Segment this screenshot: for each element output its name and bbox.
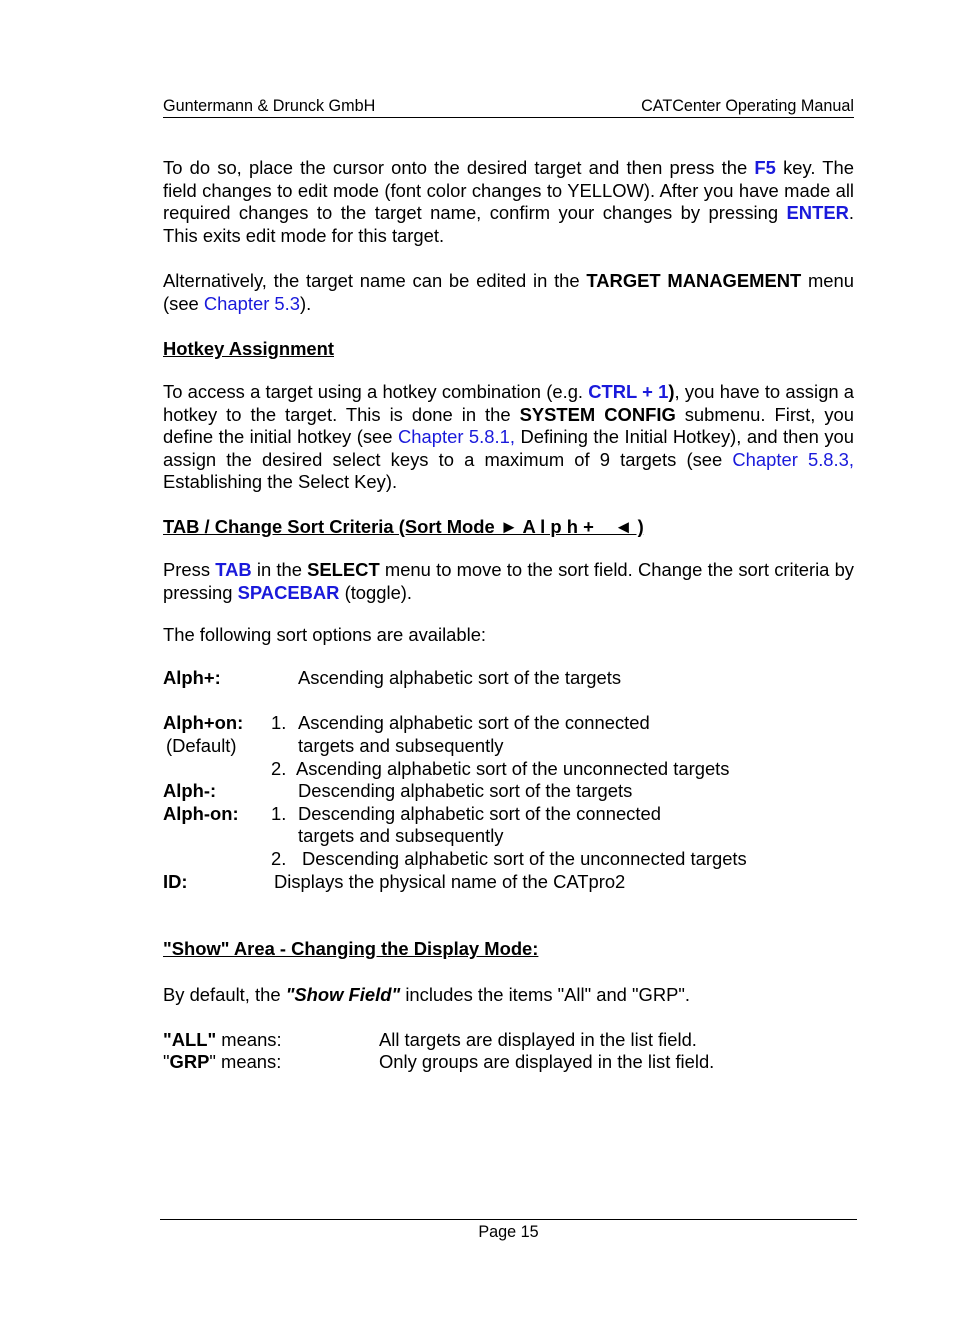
header-company: Guntermann & Drunck GmbH [163,97,376,115]
key-spacebar: SPACEBAR [237,581,340,603]
heading-tab-sort-criteria: TAB / Change Sort Criteria (Sort Mode ► A l p h + ◄ ) [163,516,644,537]
text: in the [251,559,308,580]
text: " means: [209,1051,282,1072]
text: menu (see [163,270,854,314]
key-tab: TAB [215,559,252,580]
option-label-alph-minus: Alph-: [163,780,217,801]
text: " [163,1051,170,1072]
text: , you have to assign a hotkey to the target. This is done in the [163,381,854,425]
option-text: Ascending alphabetic sort of the targets [298,667,622,688]
text: submenu. First, you define the initial hotkey (see [163,403,854,448]
text: To access a target using a hotkey combination (e.g. [163,381,589,402]
heading-show-area: "Show" Area - Changing the Display Mode: [163,938,539,959]
text: . This exits edit mode for this target. [163,202,854,246]
text: ) [668,381,675,402]
show-label-grp [163,1051,281,1074]
text: means: [216,1029,282,1050]
key-f5: F5 [754,157,776,178]
list-number: 1. [271,712,287,733]
bold-term: TARGET MANAGEMENT [586,270,802,291]
key-ctrl-1: CTRL + 1 [588,381,669,402]
list-number: 2. [271,848,287,869]
option-text: Ascending alphabetic sort of the unconnected targets [296,758,730,779]
option-text: Descending alphabetic sort of the targets [298,780,633,801]
chapter-link[interactable]: Chapter 5.3 [203,292,300,314]
text: menu to move to the sort field. Change the sort criteria by pressing [163,559,854,603]
text: Alternatively, the target name can be edited in the [163,270,587,291]
chapter-link[interactable]: Chapter 5.8.1, [398,426,515,448]
option-label-alph-plus: Alph+: [163,667,221,688]
show-text-all: All targets are displayed in the list field. [379,1029,697,1050]
bold-term: "ALL" [163,1029,217,1050]
list-number: 1. [271,803,287,824]
text: To do so, place the cursor onto the desired target and then press the [163,157,755,178]
bold-term: "Show Field" [285,984,401,1005]
option-label-id: ID: [163,871,188,892]
text: Press [163,559,216,580]
text: ). [300,292,312,314]
heading-hotkey-assignment: Hotkey Assignment [163,338,335,359]
chapter-link[interactable]: Chapter 5.8.3, [732,448,854,470]
text: Defining the Initial Hotkey), and then you assign the desired select keys to a maximum of 9 targets (see [163,426,854,470]
show-text-grp: Only groups are displayed in the list field. [379,1051,715,1072]
option-label-alph-plus-on: Alph+on: [163,712,244,733]
bold-term: GRP [169,1051,210,1072]
list-number: 2. [271,758,287,779]
option-text: Descending alphabetic sort of the connected [298,803,661,824]
bold-term: SYSTEM CONFIG [519,403,676,425]
option-text: targets and subsequently [298,825,504,846]
show-label-all [163,1029,282,1052]
text: By default, the [163,984,286,1005]
bold-term: SELECT [307,559,380,580]
footer-rule [160,1219,857,1220]
option-default-note: (Default) [166,735,237,756]
option-text: Displays the physical name of the CATpro2 [274,871,626,892]
option-text: targets and subsequently [298,735,504,756]
option-label-alph-on: Alph-on: [163,803,239,824]
header-manual-title: CATCenter Operating Manual [641,97,854,115]
option-text: Ascending alphabetic sort of the connected [298,712,650,733]
paragraph-sort-options-intro: The following sort options are available: [163,624,487,645]
key-enter: ENTER [786,202,849,224]
text: Establishing the Select Key). [163,471,398,493]
option-text: Descending alphabetic sort of the unconnected targets [302,848,747,869]
text: key. The field changes to edit mode (font color changes to YELLOW). After you have made all required changes to the target name, confirm your changes by pressing [163,157,854,224]
text: includes the items "All" and "GRP". [400,984,691,1005]
text: (toggle). [339,581,413,603]
page-number: Page 15 [478,1223,539,1241]
